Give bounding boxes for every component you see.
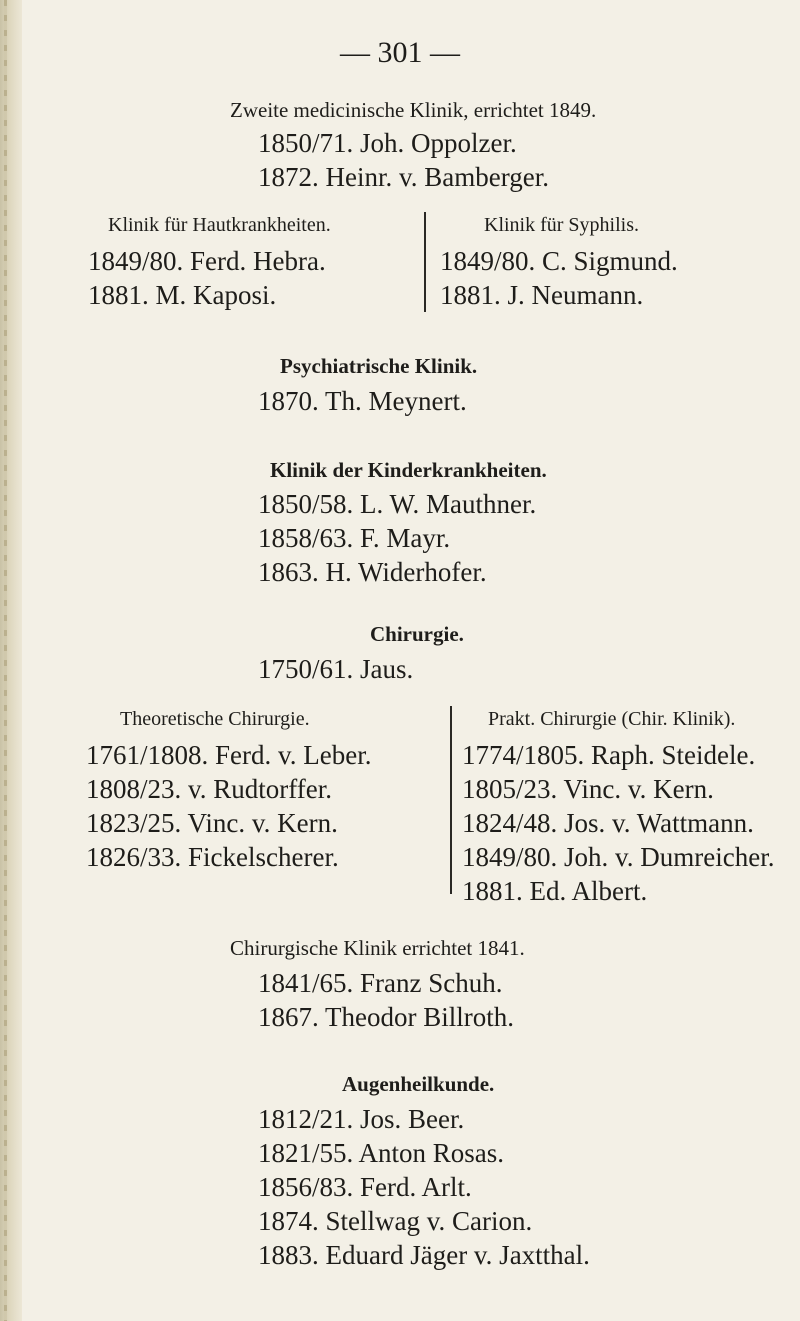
entry-text: 1841/65. Franz Schuh. [258, 968, 503, 998]
entry-text: 1881. M. Kaposi. [88, 280, 277, 310]
entry-text: 1849/80. Ferd. Hebra. [88, 246, 326, 276]
entry-text: 1850/58. L. W. Mauthner. [258, 489, 537, 519]
entry-text: 1872. Heinr. v. Bamberger. [258, 162, 549, 192]
section-heading-praktische: Prakt. Chirurgie (Chir. Klinik). [488, 708, 736, 730]
book-gutter [0, 0, 22, 1321]
section-heading-hautkrankheiten: Klinik für Hautkrankheiten. [108, 214, 331, 236]
entry-text: 1821/55. Anton Rosas. [258, 1138, 505, 1168]
page-number: — 301 — [340, 36, 460, 69]
entry-text: 1867. Theodor Billroth. [258, 1002, 514, 1032]
section-heading-syphilis: Klinik für Syphilis. [484, 214, 640, 236]
entry-text: 1824/48. Jos. v. Wattmann. [462, 808, 754, 838]
section-heading-augenheilkunde: Augenheilkunde. [342, 1072, 495, 1096]
entry-text: 1812/21. Jos. Beer. [258, 1104, 465, 1134]
section-heading-zweite-klinik: Zweite medicinische Klinik, errichtet 1849. [230, 98, 597, 122]
section-heading-chirurgische-klinik: Chirurgische Klinik errichtet 1841. [230, 936, 525, 960]
entry-text: 1750/61. Jaus. [258, 654, 414, 684]
entry-text: 1870. Th. Meynert. [258, 386, 467, 416]
entry-text: 1823/25. Vinc. v. Kern. [86, 808, 338, 838]
entry-text: 1774/1805. Raph. Steidele. [462, 740, 756, 770]
section-heading-kinderkrankheiten: Klinik der Kinderkrankheiten. [270, 458, 547, 482]
entry-text: 1883. Eduard Jäger v. Jaxtthal. [258, 1240, 590, 1270]
entry-text: 1856/83. Ferd. Arlt. [258, 1172, 472, 1202]
column-divider [450, 706, 452, 894]
entry-text: 1849/80. C. Sigmund. [440, 246, 678, 276]
section-heading-theoretische: Theoretische Chirurgie. [120, 708, 310, 730]
entry-text: 1863. H. Widerhofer. [258, 557, 487, 587]
entry-text: 1761/1808. Ferd. v. Leber. [86, 740, 372, 770]
column-divider [424, 212, 426, 312]
section-heading-psychiatrische: Psychiatrische Klinik. [280, 354, 478, 378]
entry-text: 1808/23. v. Rudtorffer. [86, 774, 332, 804]
entry-text: 1858/63. F. Mayr. [258, 523, 451, 553]
entry-text: 1881. J. Neumann. [440, 280, 644, 310]
entry-text: 1881. Ed. Albert. [462, 876, 648, 906]
entry-text: 1849/80. Joh. v. Dumreicher. [462, 842, 775, 872]
entry-text: 1874. Stellwag v. Carion. [258, 1206, 533, 1236]
section-heading-chirurgie: Chirurgie. [370, 622, 464, 646]
entry-text: 1805/23. Vinc. v. Kern. [462, 774, 714, 804]
entry-text: 1826/33. Fickelscherer. [86, 842, 339, 872]
entry-text: 1850/71. Joh. Oppolzer. [258, 128, 517, 158]
